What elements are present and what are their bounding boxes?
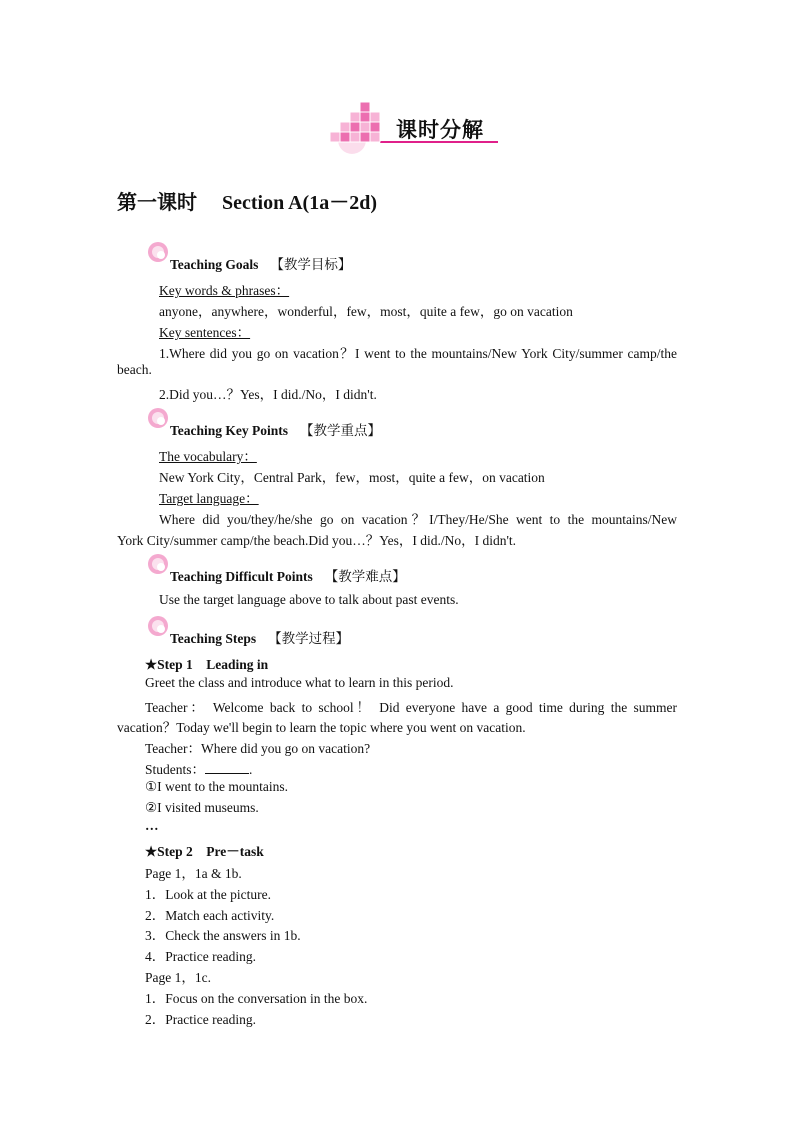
heading-cn: 【教学过程】 — [268, 631, 350, 647]
flower-bullet-icon — [145, 552, 171, 578]
key-words-label: Key words & phrases： — [159, 283, 290, 298]
vocabulary-line: New York City，Central Park，few，most，quite a few，on vacation — [159, 470, 545, 485]
list-item: 3．Check the answers in 1b. — [145, 928, 301, 943]
heading-en: Teaching Goals — [170, 257, 259, 272]
step-1-line-1: Greet the class and introduce what to learn in this period. — [145, 675, 454, 690]
answer-blank — [205, 762, 249, 774]
period: . — [249, 762, 253, 777]
teaching-goals-heading — [170, 253, 351, 273]
answer-2: ②I visited museums. — [145, 800, 259, 815]
target-language-label: Target language： — [159, 491, 259, 506]
heading-cn: 【教学重点】 — [300, 423, 382, 439]
answer-1: ①I went to the mountains. — [145, 779, 288, 794]
list-item: 4．Practice reading. — [145, 949, 256, 964]
heading-cn: 【教学目标】 — [270, 257, 352, 273]
step-1-line-2-cont: vacation？Today we'll begin to learn the topic where you went on vacation. — [117, 720, 526, 735]
list-item: 2．Practice reading. — [145, 1012, 256, 1027]
step-1-title: ★Step 1 Leading in — [145, 657, 269, 672]
students-label: Students： — [145, 762, 206, 777]
sentence-1: 1.Where did you go on vacation？I went to the mountains/New York City/summer camp/the — [159, 346, 677, 361]
target-language-line: Where did you/they/he/she go on vacation？I/They/He/She went to the mountains/New — [159, 512, 677, 527]
difficult-points-heading — [170, 565, 406, 585]
step-1-line-2: Teacher： Welcome back to school！ Did everyone have a good time during the summer — [145, 700, 677, 715]
ellipsis: … — [145, 818, 159, 833]
sentence-1-cont: beach. — [117, 362, 152, 377]
key-sentences-label: Key sentences： — [159, 325, 251, 340]
list-item: 2．Match each activity. — [145, 908, 275, 923]
step-1-line-4 — [145, 758, 252, 778]
heading-cn: 【教学难点】 — [324, 569, 406, 585]
key-points-heading — [170, 419, 381, 439]
step-2-page-1: Page 1，1a & 1b. — [145, 866, 242, 881]
step-2-title: ★Step 2 Pre－task — [145, 844, 264, 859]
heading-en: Teaching Key Points — [170, 423, 289, 438]
target-language-cont: York City/summer camp/the beach.Did you…？Yes，I did./No，I didn't. — [117, 533, 517, 548]
sentence-2: 2.Did you…？Yes，I did./No，I didn't. — [159, 387, 377, 402]
flower-bullet-icon — [145, 240, 171, 266]
key-words-line: anyone，anywhere，wonderful，few，most，quite a few，go on vacation — [159, 304, 573, 319]
flower-bullet-icon — [145, 614, 171, 640]
teaching-steps-heading — [170, 627, 349, 647]
vocabulary-label: The vocabulary： — [159, 449, 257, 464]
step-2-page-1c: Page 1，1c. — [145, 970, 211, 985]
heading-en: Teaching Steps — [170, 631, 257, 646]
difficult-line: Use the target language above to talk about past events. — [159, 592, 459, 607]
heading-en: Teaching Difficult Points — [170, 569, 313, 584]
lesson-title: 第一课时 Section A(1a－2d) — [117, 192, 377, 214]
list-item: 1．Focus on the conversation in the box. — [145, 991, 368, 1006]
list-item: 1．Look at the picture. — [145, 887, 271, 902]
step-1-line-3: Teacher：Where did you go on vacation? — [145, 741, 371, 756]
banner-title: 课时分解 — [396, 118, 484, 142]
flower-bullet-icon — [145, 406, 171, 432]
